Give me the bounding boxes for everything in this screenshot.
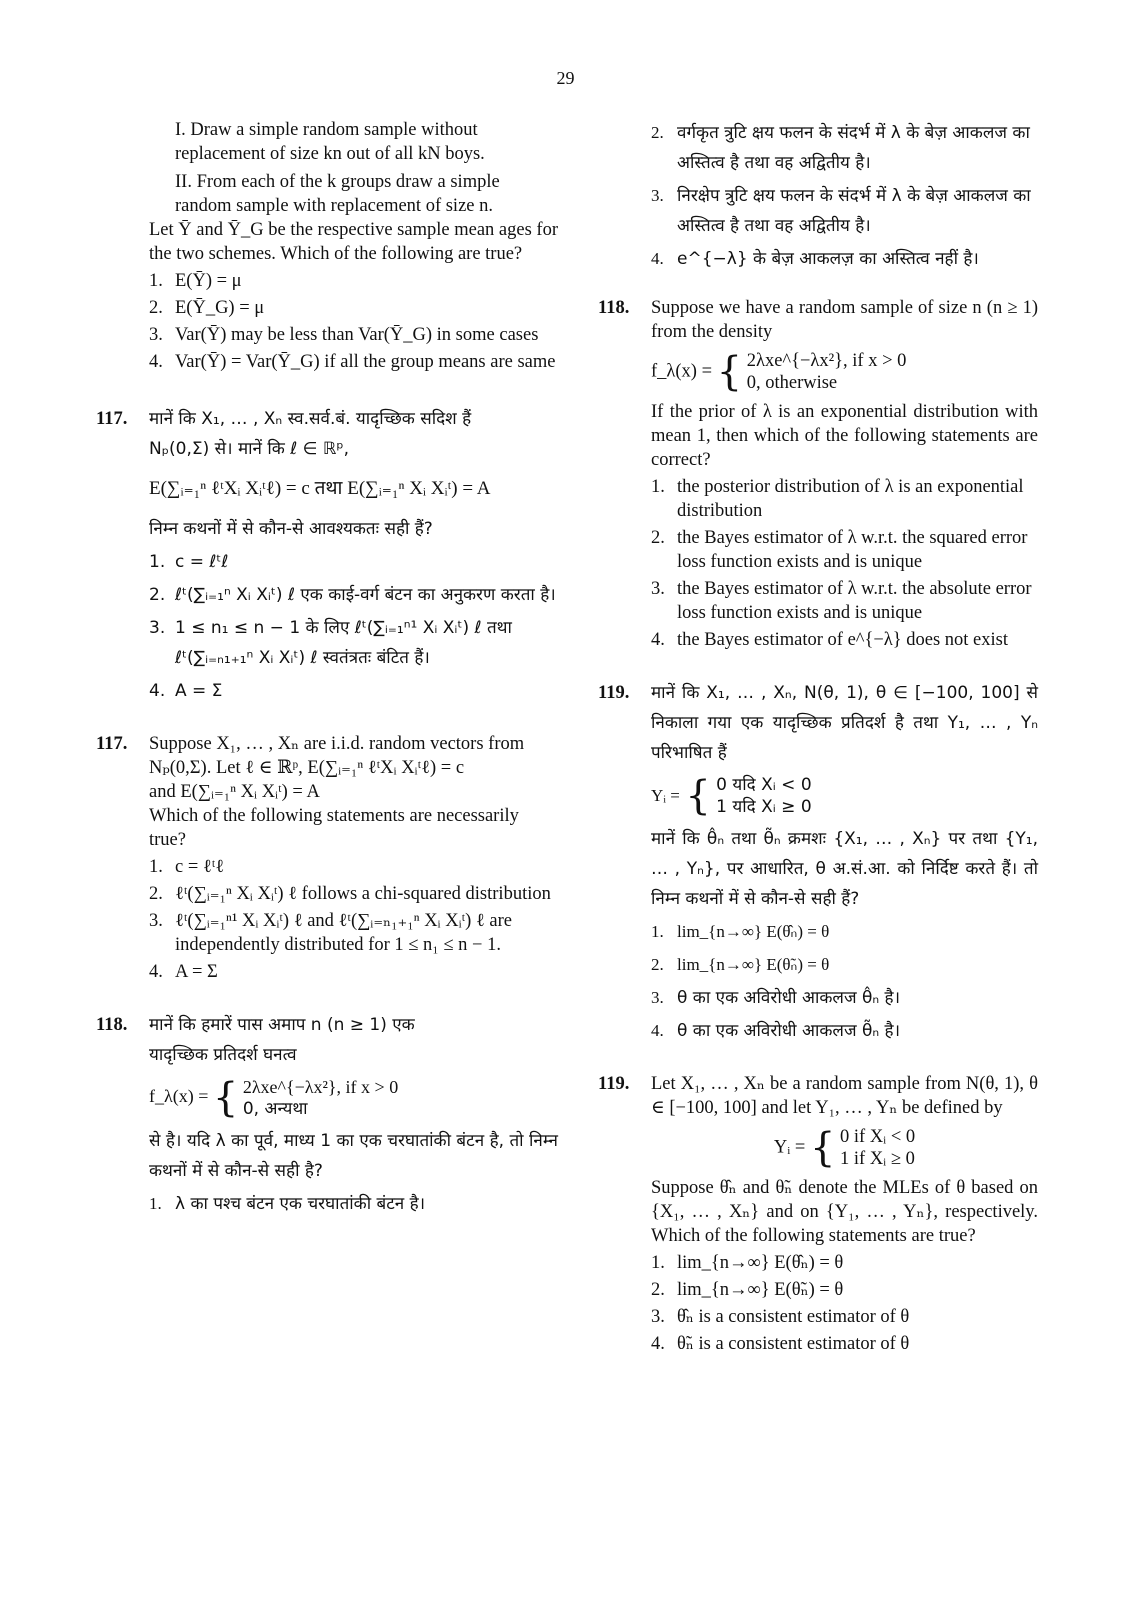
option-4: e^{−λ} के बेज़ आकलज़ का अस्तित्व नहीं है। (677, 249, 979, 269)
question-117-english: 117. Suppose X₁, … , Xₙ are i.i.d. random vectors from Nₚ(0,Σ). Let ℓ ∈ ℝᵖ, E(∑ᵢ₌₁ⁿ ℓᵗXᵢ Xᵢᵗℓ) = c and E(∑ᵢ₌₁ⁿ Xᵢ Xᵢᵗ) = A Which of the following statements are necessarily true? 1. c = ℓᵗℓ 2. ℓᵗ(∑ᵢ₌₁ⁿ Xᵢ Xᵢᵗ) ℓ follows a chi-squared distribution 3. ℓᵗ(∑ᵢ₌₁ⁿ¹ Xᵢ Xᵢᵗ) ℓ and ℓᵗ(∑ᵢ₌ₙ₁₊₁ⁿ Xᵢ Xᵢᵗ) ℓ are independently distributed for 1 ≤ n₁ ≤ n − 1. 4. A = Σ (96, 732, 558, 984)
page-number: 29 (556, 68, 575, 88)
option-1: lim_{n→∞} E(θ̂ₙ) = θ (677, 922, 830, 941)
question-number: 117. (96, 734, 128, 754)
option-4: θ̃ₙ is a consistent estimator of θ (677, 1334, 910, 1354)
expectation-formula: E(∑ᵢ₌₁ⁿ ℓᵗXᵢ Xᵢᵗℓ) = c तथा E(∑ᵢ₌₁ⁿ Xᵢ Xᵢᵗ) = A (149, 478, 491, 499)
option-2: lim_{n→∞} E(θ̃ₙ) = θ (677, 955, 830, 974)
question-119-hindi: 119. मानें कि X₁, … , Xₙ, N(θ, 1), θ ∈ [−100, 100] से निकाला गया एक यादृच्छिक प्रतिदर्श है तथा Y₁, … , Yₙ परिभाषित हैं Yᵢ = { 0 यदि Xᵢ < 0 1 यदि Xᵢ ≥ 0 मानें कि θ̂ₙ तथा θ̃ₙ क्रमशः {X₁, … , Xₙ} पर तथा {Y₁, … , Yₙ}, पर आधारित, θ अ.सं.आ. को निर्दिष्ट करते हैं। तो निम्न कथनों में से कौन-से सही हैं? 1. lim_{n→∞} E(θ̂ₙ) = θ 2. lim_{n→∞} E(θ̃ₙ) = θ 3. θ का एक अविरोधी आकलज θ̂ₙ है। 4. θ का एक अविरोधी आकलज θ̃ₙ है। (598, 678, 1038, 1046)
option-2: ℓᵗ(∑ᵢ₌₁ⁿ Xᵢ Xᵢᵗ) ℓ follows a chi-squared distribution (175, 884, 551, 904)
question-stem: Suppose we have a random sample of size n (n ≥ 1) from the density (651, 298, 1038, 342)
option-4: A = Σ (175, 681, 223, 701)
option-1: c = ℓᵗℓ (175, 857, 225, 877)
sampling-scheme-2: II. From each of the k groups draw a simple random sample with replacement of size n. (175, 172, 500, 216)
option-4: the Bayes estimator of e^{−λ} does not exist (677, 630, 1008, 650)
question-number: 119. (598, 683, 630, 703)
question-stem: मानें कि X₁, … , Xₙ स्व.सर्व.बं. यादृच्छिक सदिश हैं (149, 409, 472, 429)
question-stem: मानें कि हमारें पास अमाप n (n ≥ 1) एक (149, 1015, 415, 1035)
option-4: Var(Ȳ) = Var(Ȳ_G) if all the group means are same (175, 352, 556, 372)
question-119-english: 119. Let X₁, … , Xₙ be a random sample from N(θ, 1), θ ∈ [−100, 100] and let Y₁, … , Yₙ be defined by Yᵢ = { 0 if Xᵢ < 0 1 if Xᵢ ≥ 0 Suppose θ̂ₙ and θ̃ₙ denote the MLEs of θ based on {X₁, … , Xₙ} and on {Y₁, … , Yₙ}, respectively. Which of the following statements are true? 1. lim_{n→∞} E(θ̂ₙ) = θ 2. lim_{n→∞} E(θ̃ₙ) = θ 3. θ̂ₙ is a consistent estimator of θ 4. θ̃ₙ is a consistent estimator of θ (598, 1074, 1038, 1354)
option-3: निरक्षेप त्रुटि क्षय फलन के संदर्भ में λ के बेज़ आकलज का अस्तित्व है तथा वह अद्वितीय है। (677, 186, 1031, 236)
option-4: A = Σ (175, 962, 218, 982)
question-stem: से है। यदि λ का पूर्व, माध्य 1 का एक चरघातांकी बंटन है, तो निम्न कथनों में से कौन-से सही है? (149, 1131, 558, 1181)
density-formula: f_λ(x) = { 2λxe^{−λx²}, if x > 0 0, अन्यथा (149, 1075, 399, 1121)
option-1: c = ℓᵗℓ (175, 552, 229, 572)
question-stem: If the prior of λ is an exponential distribution with mean 1, then which of the following statements are correct? (651, 402, 1038, 470)
option-3: θ का एक अविरोधी आकलज θ̂ₙ है। (677, 988, 901, 1008)
question-stem: Which of the following statements are necessarily true? (149, 806, 519, 850)
right-column (598, 118, 1038, 1382)
option-2: वर्गकृत त्रुटि क्षय फलन के संदर्भ में λ के बेज़ आकलज का अस्तित्व है तथा वह अद्वितीय है। (677, 123, 1030, 173)
question-118-english: 118. Suppose we have a random sample of size n (n ≥ 1) from the density f_λ(x) = { 2λxe^{−λx²}, if x > 0 0, otherwise If the prior of λ is an exponential distribution with mean 1, then which of the following statements are correct? 1. the posterior distribution of λ is an exponential distribution 2. the Bayes estimator of λ w.r.t. the squared error loss function exists and is unique 3. the Bayes estimator of λ w.r.t. the absolute error loss function exists and is unique 4. the Bayes estimator of e^{−λ} does not exist (598, 298, 1038, 650)
question-118-hindi-continued: 2. वर्गकृत त्रुटि क्षय फलन के संदर्भ में λ के बेज़ आकलज का अस्तित्व है तथा वह अद्वितीय है। 3. निरक्षेप त्रुटि क्षय फलन के संदर्भ में λ के बेज़ आकलज का अस्तित्व है तथा वह अद्वितीय है। 4. e^{−λ} के बेज़ आकलज़ का अस्तित्व नहीं है। (651, 123, 1031, 269)
question-number: 118. (96, 1015, 128, 1035)
option-3: the Bayes estimator of λ w.r.t. the absolute error loss function exists and is unique (677, 579, 1032, 623)
indicator-formula: Yᵢ = { 0 if Xᵢ < 0 1 if Xᵢ ≥ 0 (773, 1125, 916, 1171)
question-stem: मानें कि X₁, … , Xₙ, N(θ, 1), θ ∈ [−100, 100] से निकाला गया एक यादृच्छिक प्रतिदर्श है तथा Y₁, … , Yₙ परिभाषित हैं (651, 683, 1038, 763)
question-stem: Suppose θ̂ₙ and θ̃ₙ denote the MLEs of θ based on {X₁, … , Xₙ} and on {Y₁, … , Yₙ}, respectively. Which of the following statements are true? (651, 1178, 1038, 1246)
sampling-scheme-1: I. Draw a simple random sample without replacement of size kn out of all kN boys. (175, 120, 485, 164)
option-3: 1 ≤ n₁ ≤ n − 1 के लिए ℓᵗ(∑ᵢ₌₁ⁿ¹ Xᵢ Xᵢᵗ) ℓ तथा ℓᵗ(∑ᵢ₌ₙ₁₊₁ⁿ Xᵢ Xᵢᵗ) ℓ स्वतंत्रतः बंटित हैं। (175, 618, 512, 668)
question-stem: मानें कि θ̂ₙ तथा θ̃ₙ क्रमशः {X₁, … , Xₙ} पर तथा {Y₁, … , Yₙ}, पर आधारित, θ अ.सं.आ. को निर्दिष्ट करते हैं। तो निम्न कथनों में से कौन-से सही हैं? (651, 829, 1038, 909)
question-stem: Let Ȳ and Ȳ_G be the respective sample mean ages for the two schemes. Which of the following are true? (149, 220, 558, 264)
question-stem: यादृच्छिक प्रतिदर्श घनत्व (149, 1045, 297, 1065)
option-3: ℓᵗ(∑ᵢ₌₁ⁿ¹ Xᵢ Xᵢᵗ) ℓ and ℓᵗ(∑ᵢ₌ₙ₁₊₁ⁿ Xᵢ Xᵢᵗ) ℓ are independently distributed for 1 ≤ n₁ ≤ n − 1. (175, 911, 512, 955)
option-1: E(Ȳ) = μ (175, 271, 242, 291)
option-3: θ̂ₙ is a consistent estimator of θ (677, 1307, 910, 1327)
question-stem: Nₚ(0,Σ). Let ℓ ∈ ℝᵖ, E(∑ᵢ₌₁ⁿ ℓᵗXᵢ Xᵢᵗℓ) = c (149, 758, 465, 778)
option-1: lim_{n→∞} E(θ̂ₙ) = θ (677, 1253, 844, 1273)
option-2: the Bayes estimator of λ w.r.t. the squared error loss function exists and is unique (677, 528, 1028, 572)
option-2: lim_{n→∞} E(θ̃ₙ) = θ (677, 1280, 844, 1300)
density-formula: f_λ(x) = { 2λxe^{−λx²}, if x > 0 0, otherwise (651, 349, 907, 395)
option-1: the posterior distribution of λ is an exponential distribution (677, 477, 1024, 521)
question-number: 117. (96, 409, 128, 429)
question-stem: निम्न कथनों में से कौन-से आवश्यकतः सही हैं? (149, 519, 433, 539)
question-stem: Nₚ(0,Σ) से। मानें कि ℓ ∈ ℝᵖ, (149, 439, 350, 459)
question-number: 119. (598, 1074, 630, 1094)
question-117-hindi: 117. मानें कि X₁, … , Xₙ स्व.सर्व.बं. यादृच्छिक सदिश हैं Nₚ(0,Σ) से। मानें कि ℓ ∈ ℝᵖ, E(∑ᵢ₌₁ⁿ ℓᵗXᵢ Xᵢᵗℓ) = c तथा E(∑ᵢ₌₁ⁿ Xᵢ Xᵢᵗ) = A निम्न कथनों में से कौन-से आवश्यकतः सही हैं? 1. c = ℓᵗℓ 2. ℓᵗ(∑ᵢ₌₁ⁿ Xᵢ Xᵢᵗ) ℓ एक काई-वर्ग बंटन का अनुकरण करता है। 3. 1 ≤ n₁ ≤ n − 1 के लिए ℓᵗ(∑ᵢ₌₁ⁿ¹ Xᵢ Xᵢᵗ) ℓ तथा ℓᵗ(∑ᵢ₌ₙ₁₊₁ⁿ Xᵢ Xᵢᵗ) ℓ स्वतंत्रतः बंटित हैं। 4. A = Σ (96, 404, 558, 706)
option-4: θ का एक अविरोधी आकलज θ̃ₙ है। (677, 1021, 901, 1041)
question-116-continued: I. Draw a simple random sample without replacement of size kn out of all kN boys. II. From each of the k groups draw a simple random sample with replacement of size n. Let Ȳ and Ȳ_G be the respective sample mean ages for the two schemes. Which of the following are true? 1. E(Ȳ) = μ 2. E(Ȳ_G) = μ 3. Var(Ȳ) may be less than Var(Ȳ_G) in some cases 4. Var(Ȳ) = Var(Ȳ_G) if all the group means are same (149, 120, 558, 372)
indicator-formula: Yᵢ = { 0 यदि Xᵢ < 0 1 यदि Xᵢ ≥ 0 (651, 773, 812, 819)
question-118-hindi: 118. मानें कि हमारें पास अमाप n (n ≥ 1) एक यादृच्छिक प्रतिदर्श घनत्व f_λ(x) = { 2λxe^{−λx²}, if x > 0 0, अन्यथा से है। यदि λ का पूर्व, माध्य 1 का एक चरघातांकी बंटन है, तो निम्न कथनों में से कौन-से सही है? 1. λ का पश्च बंटन एक चरघातांकी बंटन है। (96, 1010, 558, 1219)
question-number: 118. (598, 298, 630, 318)
option-2: E(Ȳ_G) = μ (175, 298, 265, 318)
option-1: λ का पश्च बंटन एक चरघातांकी बंटन है। (175, 1194, 426, 1214)
option-3: Var(Ȳ) may be less than Var(Ȳ_G) in some cases (175, 325, 539, 345)
option-2: ℓᵗ(∑ᵢ₌₁ⁿ Xᵢ Xᵢᵗ) ℓ एक काई-वर्ग बंटन का अनुकरण करता है। (175, 585, 556, 605)
question-stem: Let X₁, … , Xₙ be a random sample from N(θ, 1), θ ∈ [−100, 100] and let Y₁, … , Yₙ be defined by (651, 1074, 1038, 1118)
question-stem: Suppose X₁, … , Xₙ are i.i.d. random vectors from (149, 734, 525, 754)
left-column (96, 118, 558, 1245)
question-stem: and E(∑ᵢ₌₁ⁿ Xᵢ Xᵢᵗ) = A (149, 782, 320, 802)
